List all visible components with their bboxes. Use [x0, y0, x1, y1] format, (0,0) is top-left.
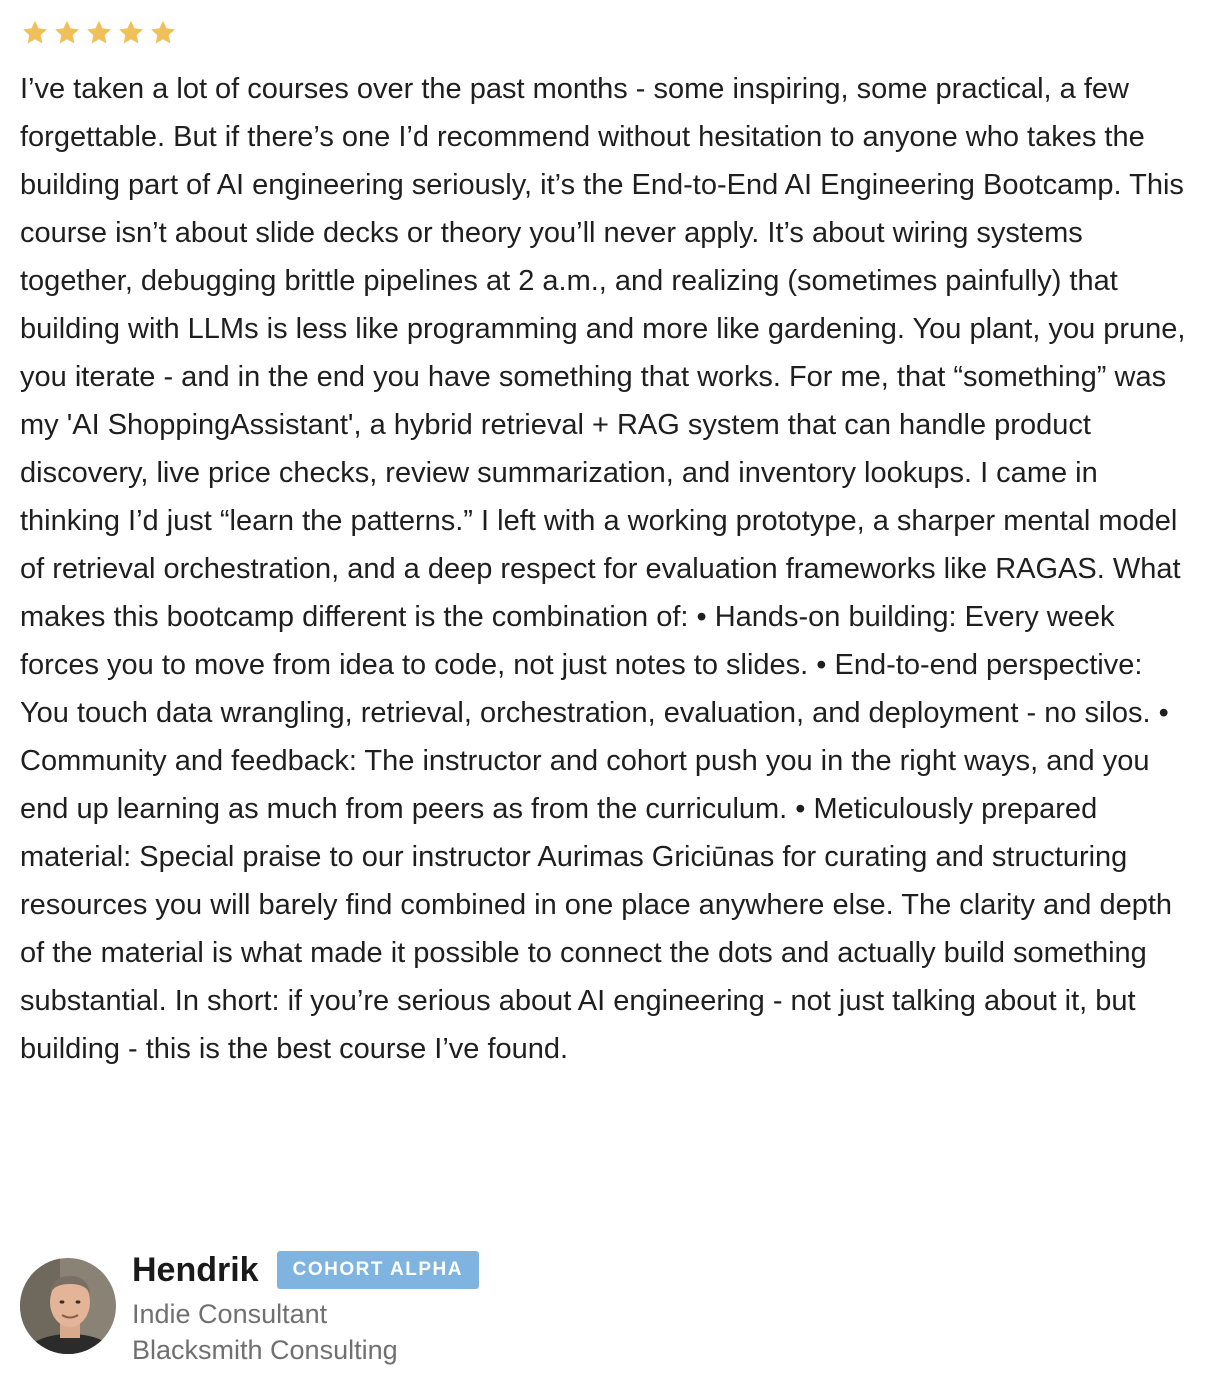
author-company: Blacksmith Consulting: [132, 1335, 398, 1365]
review-text: I’ve taken a lot of courses over the past months - some inspiring, some practical, a few forgettable. But if there’s one I’d recommend without hesitation to anyone who takes the building part of AI engineering seriously, it’s the End-to-End AI Engineering Bootcamp. This course isn’t about slide decks or theory you’ll never apply. It’s about wiring systems together, debugging brittle pipelines at 2 a.m., and realizing (sometimes painfully) that building with LLMs is less like programming and more like gardening. You plant, you prune, you iterate - and in the end you have something that works. For me, that “something” was my 'AI ShoppingAssistant', a hybrid retrieval + RAG system that can handle product discovery, live price checks, review summarization, and inventory lookups. I came in thinking I’d just “learn the patterns.” I left with a working prototype, a sharper mental model of retrieval orchestration, and a deep respect for evaluation frameworks like RAGAS. What makes this bootcamp different is the combination of: • Hands-on building: Every week forces you to move from idea to code, not just notes to slides. • End-to-end perspective: You touch data wrangling, retrieval, orchestration, evaluation, and deployment - no silos. • Community and feedback: The instructor and cohort push you in the right ways, and you end up learning as much from peers as from the curriculum. • Meticulously prepared material: Special praise to our instructor Aurimas Griciūnas for curating and structuring resources you will barely find combined in one place anywhere else. The clarity and depth of the material is what made it possible to connect the dots and actually build something substantial. In short: if you’re serious about AI engineering - not just talking about it, but building - this is the best course I’ve found.: [20, 73, 1186, 1065]
author-role: Indie Consultant: [132, 1299, 328, 1329]
star-icon: [20, 18, 50, 48]
author-block: [20, 1250, 479, 1368]
name-row: [132, 1250, 479, 1290]
star-icon: [116, 18, 146, 48]
author-name: Hendrik: [132, 1250, 259, 1289]
star-icon: [84, 18, 114, 48]
star-rating: [20, 18, 178, 48]
avatar-photo: [20, 1258, 116, 1354]
cohort-badge: COHORT ALPHA: [277, 1251, 479, 1289]
author-info: [132, 1250, 479, 1368]
star-icon: [52, 18, 82, 48]
avatar: [20, 1258, 116, 1354]
star-icon: [148, 18, 178, 48]
